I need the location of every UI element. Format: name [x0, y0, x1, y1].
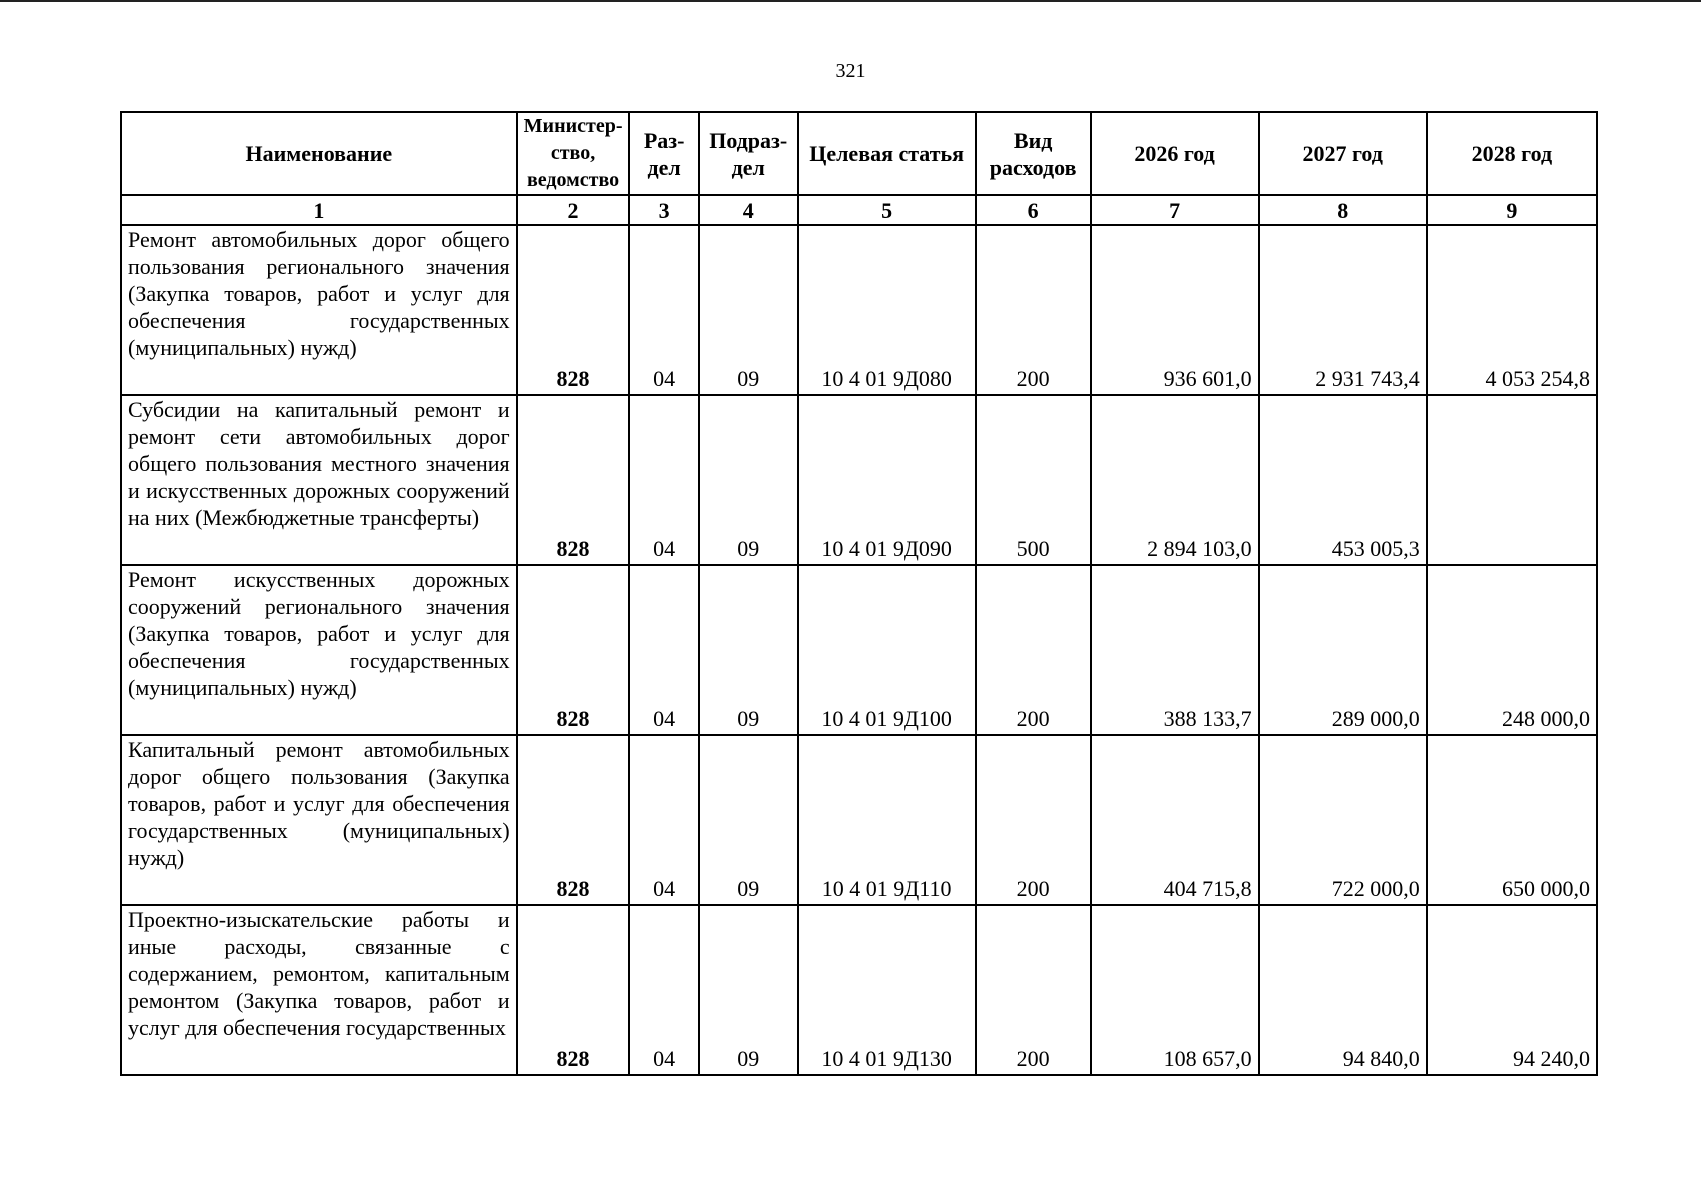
table-row	[121, 735, 1597, 905]
row-target: 10 4 01 9Д110	[798, 735, 976, 905]
header-2028: 2028 год	[1427, 112, 1597, 195]
column-number: 6	[976, 195, 1091, 225]
row-2027: 722 000,0	[1259, 735, 1427, 905]
row-expense-type: 200	[976, 565, 1091, 735]
row-2027: 289 000,0	[1259, 565, 1427, 735]
row-subsection: 09	[699, 905, 798, 1075]
row-2028: 94 240,0	[1427, 905, 1597, 1075]
header-target: Целевая статья	[798, 112, 976, 195]
table-row	[121, 225, 1597, 395]
column-number: 9	[1427, 195, 1597, 225]
row-target: 10 4 01 9Д090	[798, 395, 976, 565]
header-2026: 2026 год	[1091, 112, 1259, 195]
row-ministry: 828	[517, 735, 630, 905]
table-row	[121, 565, 1597, 735]
header-expense-type: Вид расходов	[976, 112, 1091, 195]
scan-top-edge	[0, 0, 1701, 2]
column-number: 7	[1091, 195, 1259, 225]
header-ministry: Министер-ство, ведомство	[517, 112, 630, 195]
header-row	[121, 112, 1597, 195]
row-2028: 650 000,0	[1427, 735, 1597, 905]
row-ministry: 828	[517, 905, 630, 1075]
row-section: 04	[629, 225, 698, 395]
row-name: Ремонт автомобильных дорог общего пользования регионального значения (Закупка товаров, работ и услуг для обеспечения государственных (муниципальных) нужд)	[121, 225, 517, 395]
row-subsection: 09	[699, 395, 798, 565]
column-number: 2	[517, 195, 630, 225]
page-number: 321	[835, 60, 866, 82]
header-2027: 2027 год	[1259, 112, 1427, 195]
row-name: Проектно-изыскательские работы и иные расходы, связанные с содержанием, ремонтом, капитальным ремонтом (Закупка товаров, работ и услуг для обеспечения государственных	[121, 905, 517, 1075]
header-subsection: Подраз-дел	[699, 112, 798, 195]
row-target: 10 4 01 9Д080	[798, 225, 976, 395]
row-section: 04	[629, 565, 698, 735]
row-2027: 94 840,0	[1259, 905, 1427, 1075]
row-expense-type: 500	[976, 395, 1091, 565]
row-target: 10 4 01 9Д130	[798, 905, 976, 1075]
row-expense-type: 200	[976, 735, 1091, 905]
header-name: Наименование	[121, 112, 517, 195]
row-section: 04	[629, 735, 698, 905]
column-number: 3	[629, 195, 698, 225]
row-ministry: 828	[517, 565, 630, 735]
column-number: 1	[121, 195, 517, 225]
row-target: 10 4 01 9Д100	[798, 565, 976, 735]
row-2028: 248 000,0	[1427, 565, 1597, 735]
row-ministry: 828	[517, 225, 630, 395]
column-number: 5	[798, 195, 976, 225]
row-2028	[1427, 395, 1597, 565]
column-number: 4	[699, 195, 798, 225]
row-expense-type: 200	[976, 225, 1091, 395]
header-section: Раз-дел	[629, 112, 698, 195]
row-section: 04	[629, 395, 698, 565]
row-2026: 388 133,7	[1091, 565, 1259, 735]
row-name: Ремонт искусственных дорожных сооружений регионального значения (Закупка товаров, работ и услуг для обеспечения государственных (муниципальных) нужд)	[121, 565, 517, 735]
row-expense-type: 200	[976, 905, 1091, 1075]
row-section: 04	[629, 905, 698, 1075]
budget-table	[120, 111, 1598, 1076]
table-row	[121, 395, 1597, 565]
row-ministry: 828	[517, 395, 630, 565]
column-number-row	[121, 195, 1597, 225]
row-name: Субсидии на капитальный ремонт и ремонт сети автомобильных дорог общего пользования местного значения и искусственных дорожных сооружений на них (Межбюджетные трансферты)	[121, 395, 517, 565]
row-subsection: 09	[699, 225, 798, 395]
row-2027: 453 005,3	[1259, 395, 1427, 565]
row-2026: 2 894 103,0	[1091, 395, 1259, 565]
row-2028: 4 053 254,8	[1427, 225, 1597, 395]
row-2026: 108 657,0	[1091, 905, 1259, 1075]
row-name: Капитальный ремонт автомобильных дорог общего пользования (Закупка товаров, работ и услуг для обеспечения государственных (муниципальных) нужд)	[121, 735, 517, 905]
row-2027: 2 931 743,4	[1259, 225, 1427, 395]
row-subsection: 09	[699, 735, 798, 905]
row-subsection: 09	[699, 565, 798, 735]
row-2026: 404 715,8	[1091, 735, 1259, 905]
table-row	[121, 905, 1597, 1075]
row-2026: 936 601,0	[1091, 225, 1259, 395]
column-number: 8	[1259, 195, 1427, 225]
